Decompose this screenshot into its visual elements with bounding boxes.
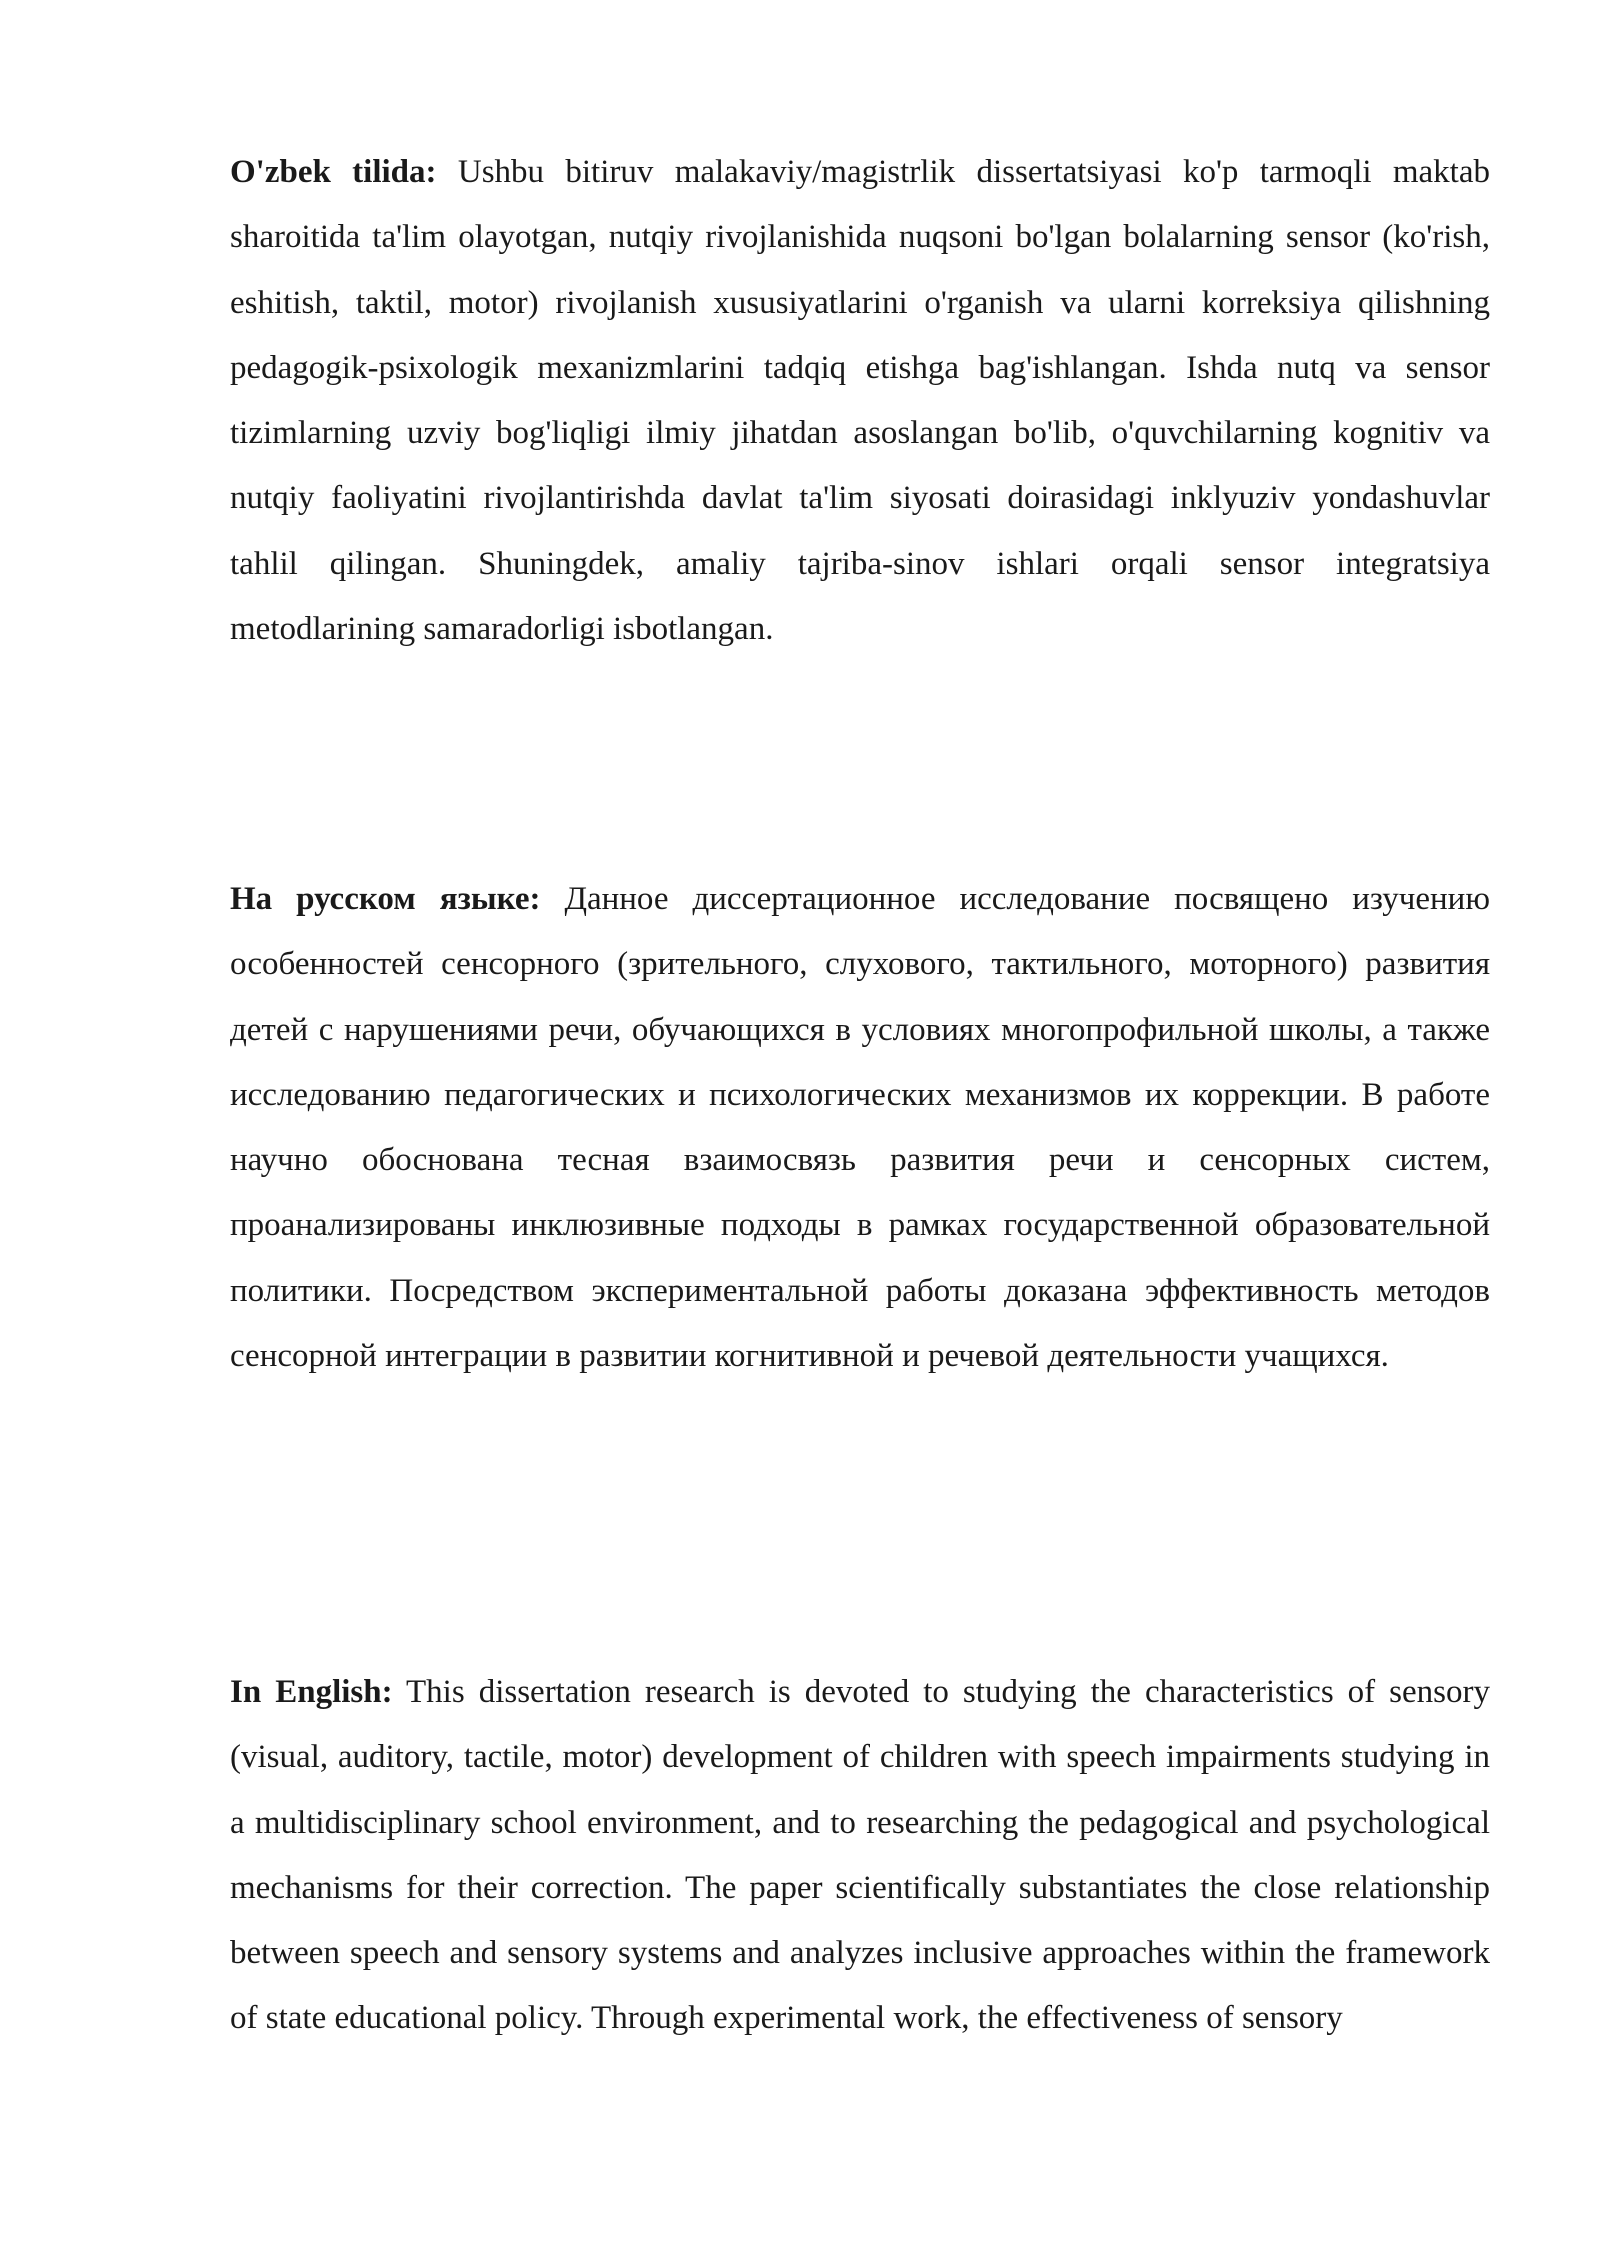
- abstract-uzbek-text: Ushbu bitiruv malakaviy/magistrlik dissertatsiyasi ko'p tarmoqli maktab sharoitida ta'lim olayotgan, nutqiy rivojlanishida nuqsoni bo'lgan bolalarning sensor (ko'rish, eshitish, taktil, motor) rivojlanish xususiyatlarini o'rganish va ularni korreksiya qilishning pedagogik-psixologik mexanizmlarini tadqiq etishga bag'ishlangan. Ishda nutq va sensor tizimlarning uzviy bog'liqligi ilmiy jihatdan asoslangan bo'lib, o'quvchilarning kognitiv va nutqiy faoliyatini rivojlantirishda davlat ta'lim siyosati doirasidagi inklyuziv yondashuvlar tahlil qilingan. Shuningdek, amaliy tajriba-sinov ishlari orqali sensor integratsiya metodlarining samaradorligi isbotlangan.: [230, 154, 1490, 648]
- abstract-english: [230, 1660, 1490, 2052]
- abstract-uzbek: [230, 140, 1490, 662]
- abstract-uzbek-lead: O'zbek tilida:: [230, 154, 437, 190]
- abstract-russian-text: Данное диссертационное исследование посвящено изучению особенностей сенсорного (зрительного, слухового, тактильного, моторного) развития детей с нарушениями речи, обучающихся в условиях многопрофильной школы, а также исследованию педагогических и психологических механизмов их коррекции. В работе научно обоснована тесная взаимосвязь развития речи и сенсорных систем, проанализированы инклюзивные подходы в рамках государственной образовательной политики. Посредством экспериментальной работы доказана эффективность методов сенсорной интеграции в развитии когнитивной и речевой деятельности учащихся.: [230, 881, 1490, 1375]
- abstract-russian-lead: На русском языке:: [230, 881, 541, 917]
- abstract-english-lead: In English:: [230, 1674, 393, 1710]
- abstract-english-text: This dissertation research is devoted to studying the characteristics of sensory (visual, auditory, tactile, motor) development of children with speech impairments studying in a multidisciplinary school environment, and to researching the pedagogical and psychological mechanisms for their correction. The paper scientifically substantiates the close relationship between speech and sensory systems and analyzes inclusive approaches within the framework of state educational policy. Through experimental work, the effectiveness of sensory: [230, 1674, 1490, 2037]
- abstract-russian: [230, 867, 1490, 1389]
